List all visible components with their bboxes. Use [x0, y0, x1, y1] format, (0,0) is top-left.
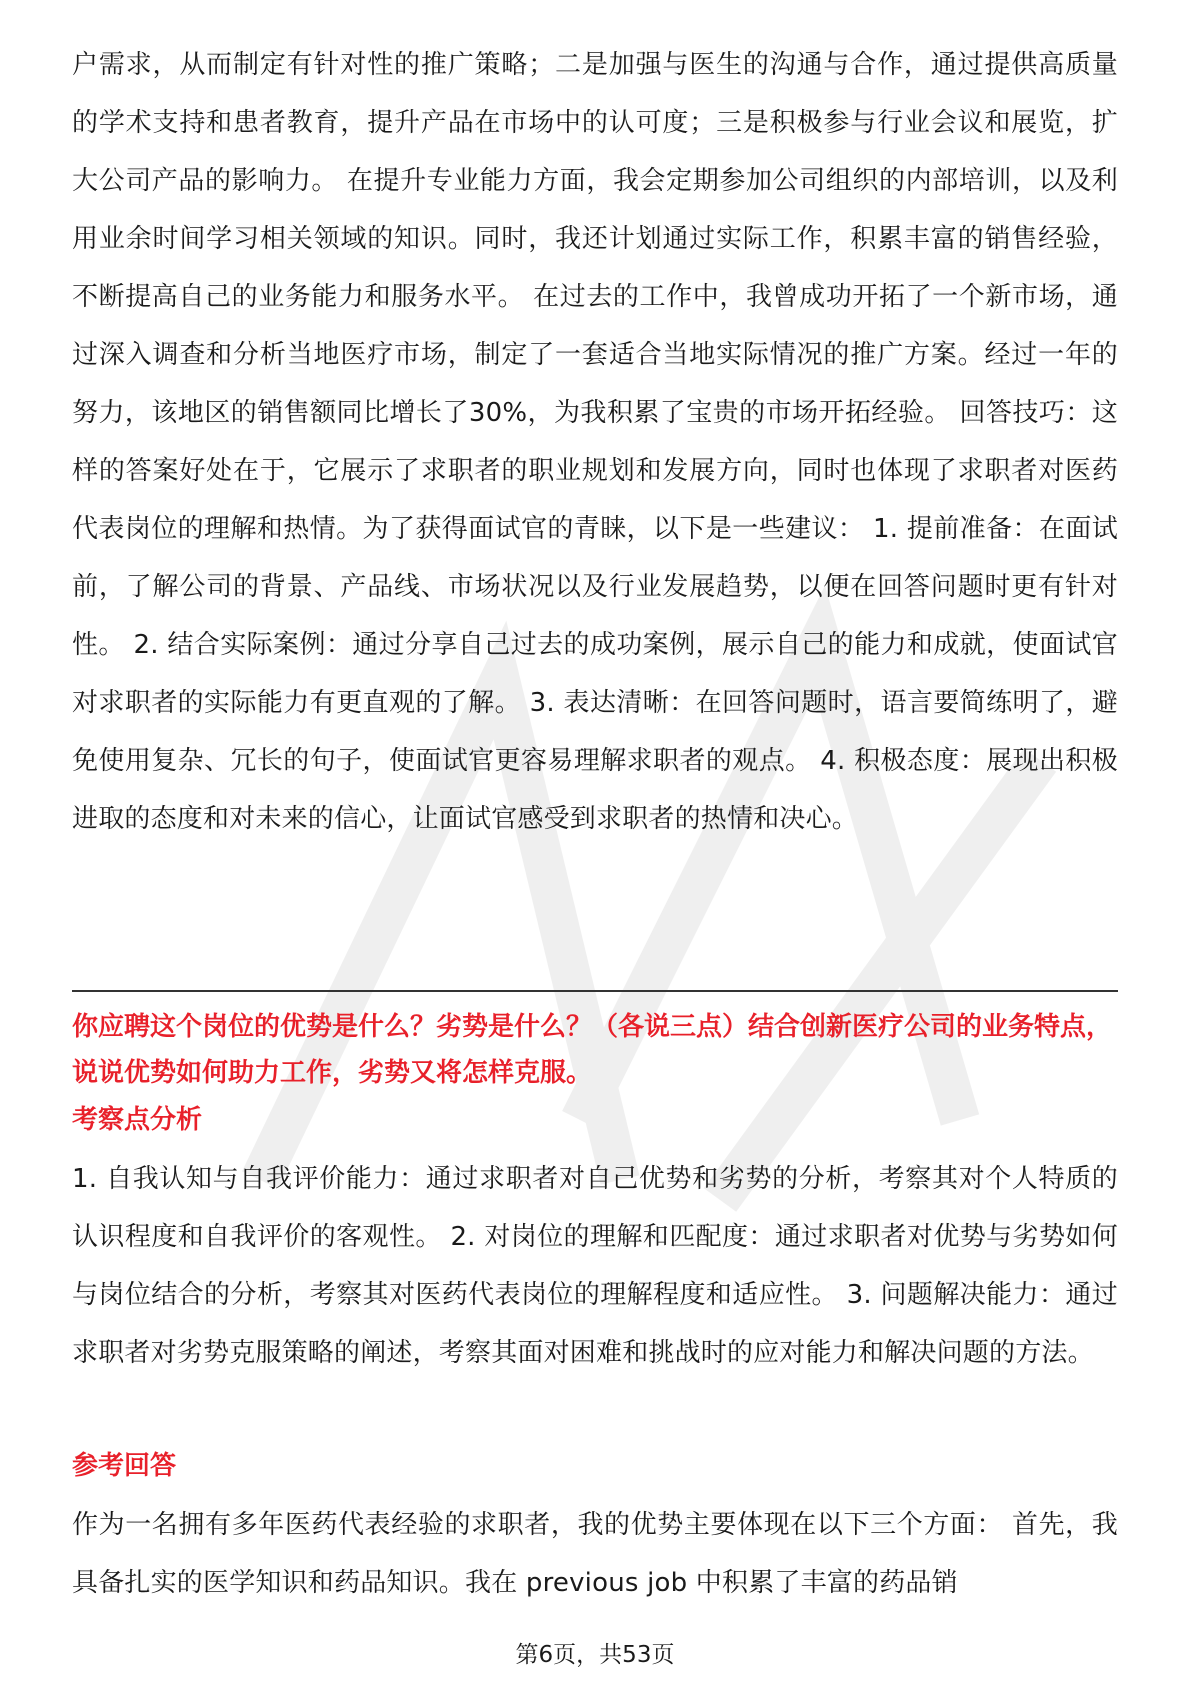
section-divider — [72, 990, 1118, 992]
answer-heading: 参考回答 — [72, 1451, 177, 1481]
page-footer: 第6页，共53页 — [515, 1642, 675, 1668]
answer-text: 作为一名拥有多年医药代表经验的求职者，我的优势主要体现在以下三个方面： 首先，我具备扎实的医学知识和药品知识。我在 previous job 中积累了丰富的药品销 — [72, 1510, 1118, 1598]
body-paragraph: 户需求，从而制定有针对性的推广策略；二是加强与医生的沟通与合作，通过提供高质量的学术支持和患者教育，提升产品在市场中的认可度；三是积极参与行业会议和展览，扩大公司产品的影响力。 在提升专业能力方面，我会定期参加公司组织的内部培训，以及利用业余时间学习相关领域的知识。同时，我还计划通过实际工作，积累丰富的销售经验，不断提高自己的业务能力和服务水平。 在过去的工作中，我曾成功开拓了一个新市场，通过深入调查和分析当地医疗市场，制定了一套适合当地实际情况的推广方案。经过一年的努力，该地区的销售额同比增长了30%，为我积累了宝贵的市场开拓经验。 回答技巧：这样的答案好处在于，它展示了求职者的职业规划和发展方向，同时也体现了求职者对医药代表岗位的理解和热情。为了获得面试官的青睐，以下是一些建议： 1. 提前准备：在面试前，了解公司的背景、产品线、市场状况以及行业发展趋势，以便在回答问题时更有针对性。 2. 结合实际案例：通过分享自己过去的成功案例，展示自己的能力和成就，使面试官对求职者的实际能力有更直观的了解。 3. 表达清晰：在回答问题时，语言要简练明了，避免使用复杂、冗长的句子，使面试官更容易理解求职者的观点。 4. 积极态度：展现出积极进取的态度和对未来的信心，让面试官感受到求职者的热情和决心。 — [72, 50, 1118, 834]
answer-section — [72, 1496, 1118, 1612]
analysis-text: 1. 自我认知与自我评价能力：通过求职者对自己优势和劣势的分析，考察其对个人特质的认识程度和自我评价的客观性。 2. 对岗位的理解和匹配度：通过求职者对优势与劣势如何与岗位结合的分析，考察其对医药代表岗位的理解程度和适应性。 3. 问题解决能力：通过求职者对劣势克服策略的阐述，考察其面对困难和挑战时的应对能力和解决问题的方法。 — [72, 1164, 1118, 1368]
analysis-heading: 考察点分析 — [72, 1105, 203, 1135]
analysis-section — [72, 1150, 1118, 1382]
body-section — [72, 36, 1118, 848]
question-title: 你应聘这个岗位的优势是什么？劣势是什么？（各说三点）结合创新医疗公司的业务特点，说说优势如何助力工作，劣势又将怎样克服。 — [72, 1012, 1113, 1088]
